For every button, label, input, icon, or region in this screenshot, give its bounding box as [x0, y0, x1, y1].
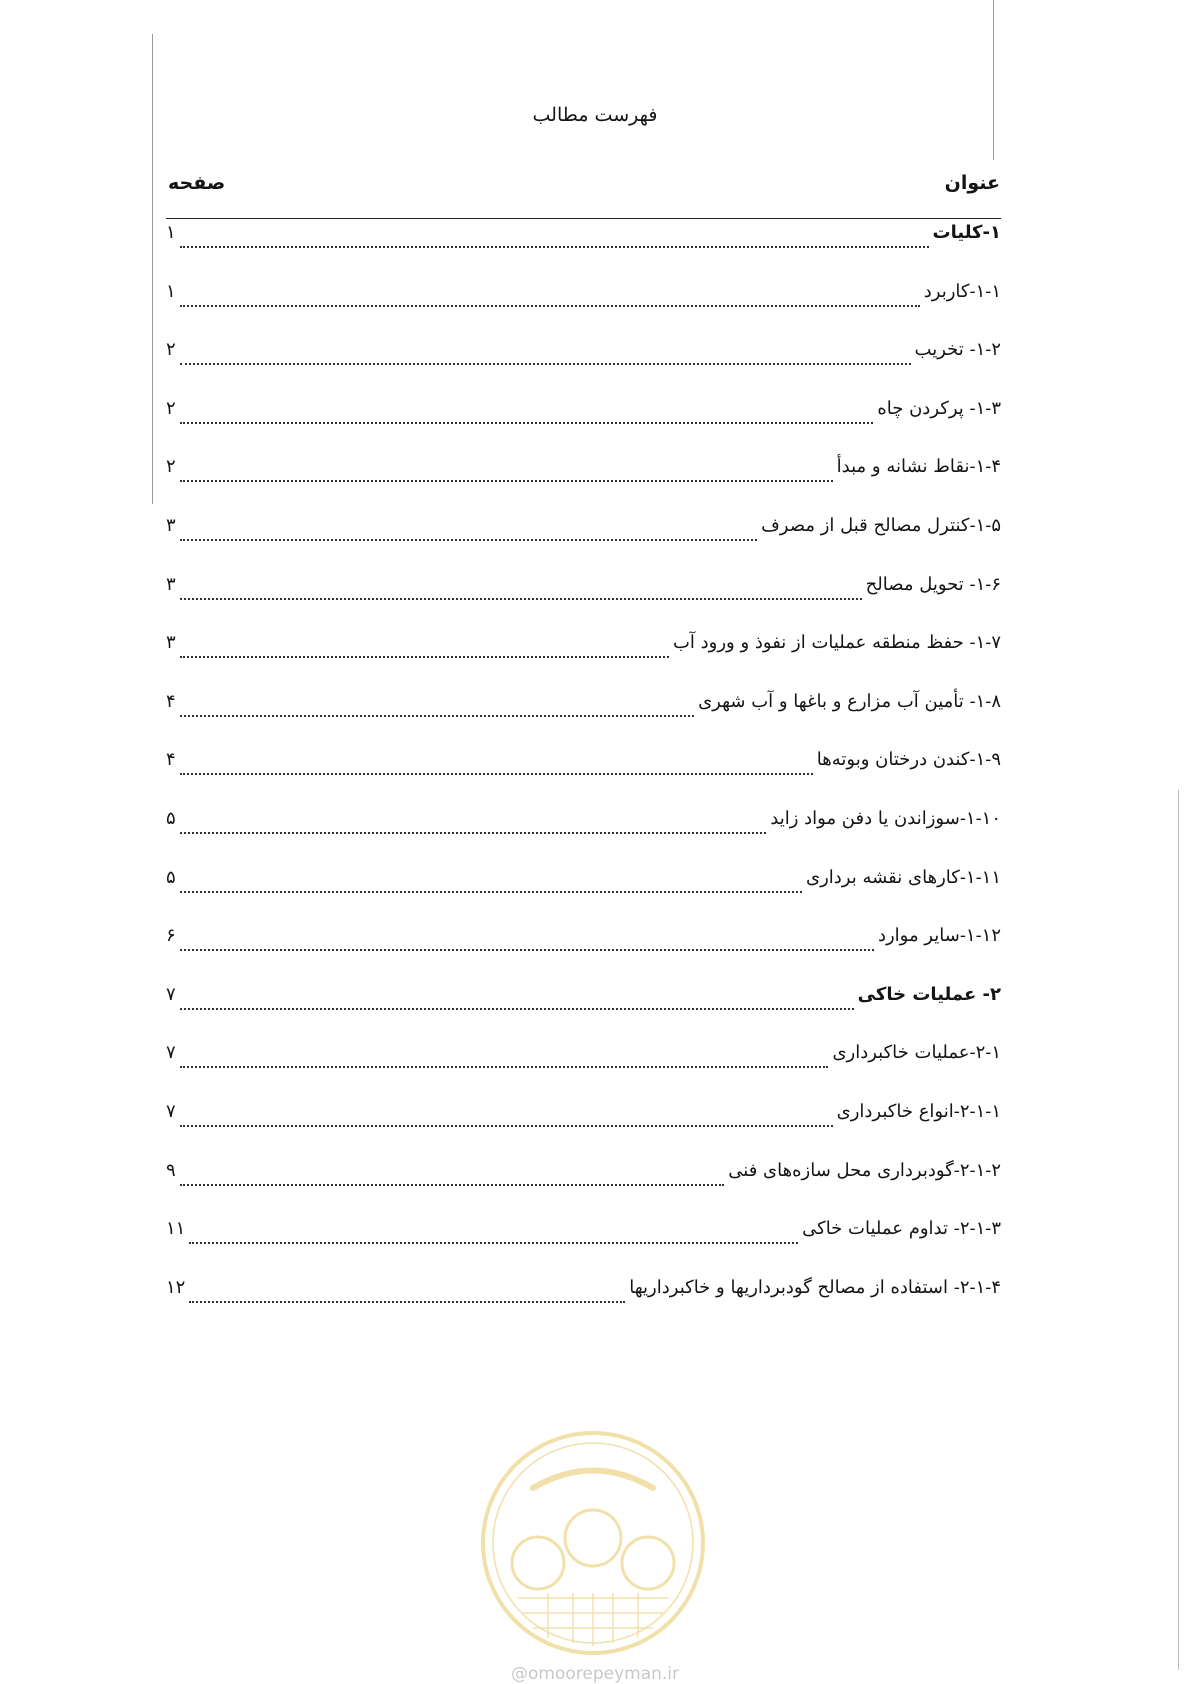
dot-leader: [180, 1008, 854, 1010]
toc-entry-title: ۱-۶- تحویل مصالح: [865, 573, 1001, 595]
toc-entry-title: ۲-۱-۱-انواع خاکبرداری: [836, 1101, 1001, 1122]
toc-row: [166, 398, 1001, 432]
dot-leader: [180, 949, 874, 951]
toc-entry-title: ۲- عملیات خاکی: [857, 983, 1001, 1005]
dot-leader: [180, 598, 862, 600]
dot-leader: [180, 305, 920, 307]
dot-leader: [180, 422, 874, 424]
toc-entry-page: ۷: [166, 983, 176, 1005]
dot-leader: [180, 773, 813, 775]
toc-row: [166, 984, 1001, 1018]
toc-row: [166, 574, 1001, 608]
toc-row: [166, 1277, 1001, 1311]
dot-leader: [180, 1184, 725, 1186]
toc-row: [166, 339, 1001, 373]
toc-entry-page: ۴: [166, 690, 176, 712]
dot-leader: [180, 1125, 833, 1127]
watermark-url: @omoorepeyman.ir: [510, 1664, 680, 1684]
toc-entry-page: ۵: [166, 866, 176, 888]
dot-leader: [180, 891, 802, 893]
dot-leader: [189, 1301, 625, 1303]
toc-entry-title: ۱-۱-کاربرد: [923, 280, 1001, 302]
toc-entry-title: ۱-۱۱-کارهای نقشه برداری: [806, 866, 1001, 888]
column-header-page: صفحه: [168, 172, 226, 194]
toc-entry-page: ۶: [166, 925, 176, 947]
toc-entry-page: ۳: [166, 632, 176, 654]
toc-entry-page: ۱۱: [166, 1218, 186, 1240]
toc-row: [166, 808, 1001, 842]
toc-row: [166, 632, 1001, 666]
toc-row: [166, 222, 1001, 256]
dot-leader: [180, 1066, 829, 1068]
toc-entry-page: ۹: [166, 1159, 176, 1181]
toc-entry-page: ۳: [166, 573, 176, 595]
toc-entry-title: ۱-۵-کنترل مصالح قبل از مصرف: [761, 515, 1001, 536]
dot-leader: [180, 832, 767, 834]
toc-entry-page: ۱: [166, 280, 176, 302]
toc-entry-title: ۲-۱-۳- تداوم عملیات خاکی: [802, 1218, 1001, 1240]
toc-entry-title: ۱-۴-نقاط نشانه و مبدأ: [836, 456, 1001, 478]
toc-row: [166, 749, 1001, 783]
dot-leader: [189, 1242, 798, 1244]
dot-leader: [180, 539, 757, 541]
column-header-title: عنوان: [944, 172, 1000, 194]
toc-entry-page: ۵: [166, 808, 176, 829]
toc-entry-page: ۲: [166, 397, 176, 419]
toc-entry-page: ۴: [166, 749, 176, 771]
toc-entry-title: ۱-کلیات: [932, 222, 1001, 243]
toc-entry-title: ۱-۱۲-سایر موارد: [877, 925, 1001, 947]
toc-entry-title: ۱-۲- تخریب: [914, 339, 1001, 361]
dot-leader: [180, 246, 929, 248]
toc-row: [166, 1042, 1001, 1076]
toc-entry-page: ۷: [166, 1042, 176, 1064]
toc-entry-title: ۱-۹-کندن درختان وبوته‌ها: [816, 749, 1001, 771]
toc-entry-title: ۲-۱-۲-گودبرداری محل سازه‌های فنی: [728, 1159, 1001, 1181]
document-title: فهرست مطالب: [532, 104, 658, 126]
toc-entry-page: ۳: [166, 515, 176, 536]
toc-row: [166, 281, 1001, 315]
dot-leader: [180, 363, 911, 365]
toc-row: [166, 1218, 1001, 1252]
seal-watermark: [478, 1428, 708, 1658]
toc-entry-title: ۱-۳- پرکردن چاه: [877, 397, 1001, 419]
toc-entry-page: ۷: [166, 1101, 176, 1122]
toc-row: [166, 456, 1001, 490]
dot-leader: [180, 480, 833, 482]
toc-entry-page: ۲: [166, 339, 176, 361]
dot-leader: [180, 656, 669, 658]
toc-entry-title: ۱-۷- حفظ منطقه عملیات از نفوذ و ورود آب: [672, 632, 1001, 654]
toc-entry-page: ۱۲: [166, 1276, 186, 1298]
toc-row: [166, 1160, 1001, 1194]
toc-entry-title: ۱-۸- تأمین آب مزارع و باغها و آب شهری: [698, 690, 1001, 712]
dot-leader: [180, 715, 694, 717]
toc-row: [166, 1101, 1001, 1135]
toc-entry-title: ۲-۱-۴- استفاده از مصالح گودبرداریها و خاکبرداریها: [629, 1276, 1001, 1298]
toc-row: [166, 691, 1001, 725]
toc-row: [166, 867, 1001, 901]
toc-entry-title: ۲-۱-عملیات خاکبرداری: [832, 1042, 1001, 1064]
toc-row: [166, 515, 1001, 549]
toc-entry-page: ۱: [166, 222, 176, 243]
toc-entry-title: ۱-۱۰-سوزاندن یا دفن مواد زاید: [770, 808, 1001, 829]
toc-row: [166, 925, 1001, 959]
toc-entry-page: ۲: [166, 456, 176, 478]
